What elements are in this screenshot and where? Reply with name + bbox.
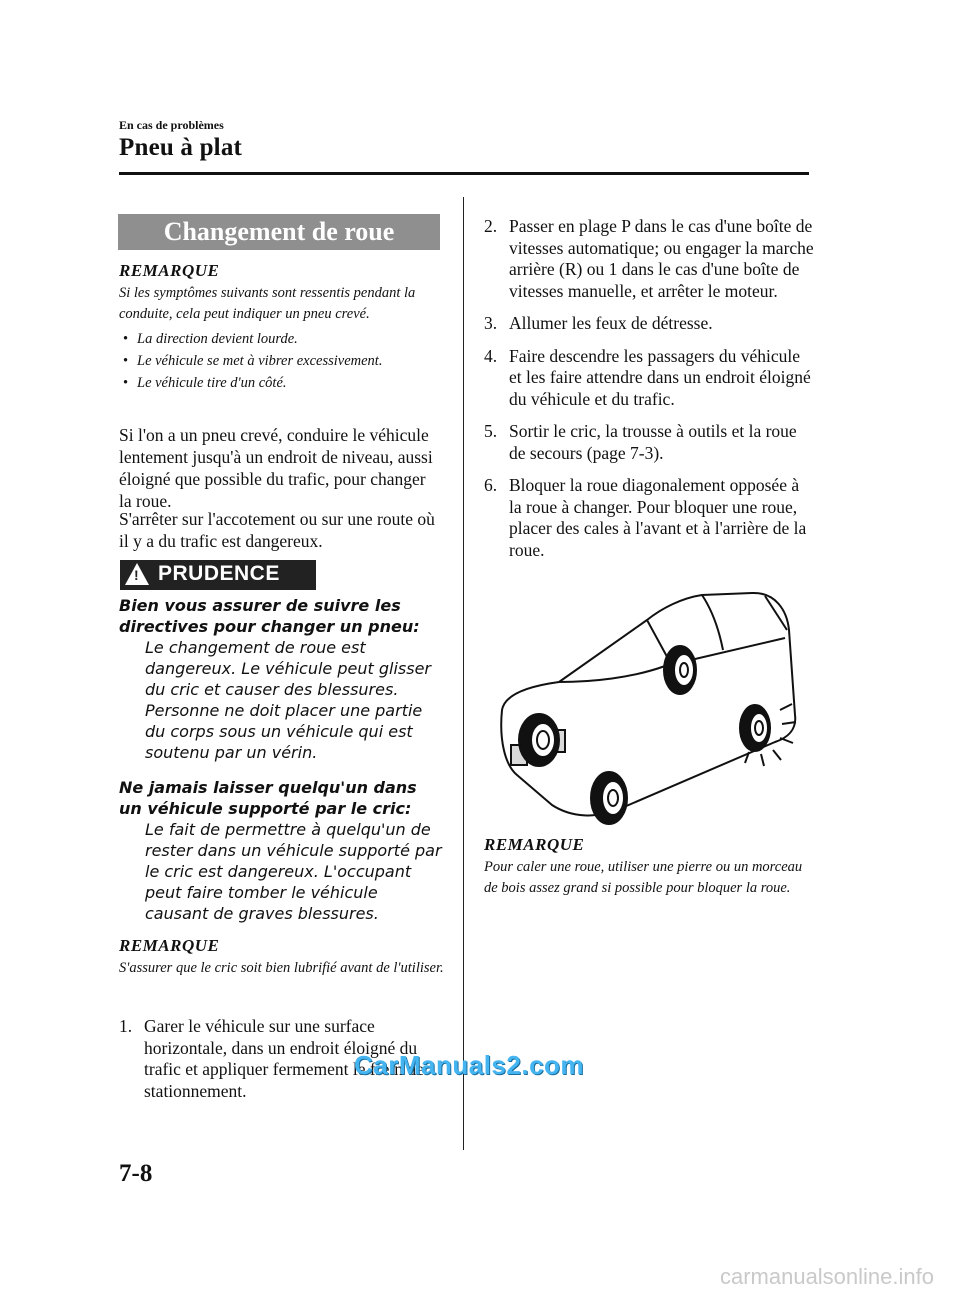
caution-heading: Bien vous assurer de suivre les directives pour changer un pneu: <box>119 596 420 636</box>
step-item: 2. Passer en plage P dans le cas d'une boîte de vitesses automatique; ou engager la marche arrière (R) ou 1 dans le cas d'une boîte de vitesses manuelle, et arrêter le moteur. <box>484 216 814 301</box>
note-block-1 <box>119 261 449 394</box>
step-item: 6. Bloquer la roue diagonalement opposée à la roue à changer. Pour bloquer une roue, placer des cales à l'avant et à l'arrière de la roue. <box>484 475 807 560</box>
section-banner: Changement de roue <box>118 214 440 250</box>
note-title: REMARQUE <box>119 936 220 955</box>
car-wheel-chock-illustration <box>497 590 799 830</box>
caution-label-text: PRUDENCE <box>158 562 280 585</box>
body-paragraph: Si l'on a un pneu crevé, conduire le véhicule lentement jusqu'à un endroit de niveau, aussi éloigné que possible du trafic, pour changer la roue. <box>119 425 433 511</box>
caution-body: Le fait de permettre à quelqu'un de rester dans un véhicule supporté par le cric est dangereux. L'occupant peut faire tomber le véhicule causant de graves blessures. <box>145 820 442 923</box>
note-title: REMARQUE <box>119 261 220 280</box>
symptom-item: • Le véhicule se met à vibrer excessivement. <box>123 350 449 372</box>
watermark-logo: CarManuals2.com <box>354 1050 585 1080</box>
header-rule <box>119 172 809 175</box>
step-item: 3. Allumer les feux de détresse. <box>484 313 713 333</box>
symptom-list <box>119 328 449 394</box>
body-paragraph: S'arrêter sur l'accotement ou sur une route où il y a du trafic est dangereux. <box>119 509 435 551</box>
note-intro: Si les symptômes suivants sont ressentis pendant la conduite, cela peut indiquer un pneu crevé. <box>119 285 416 322</box>
symptom-item: • Le véhicule tire d'un côté. <box>123 372 449 394</box>
section-label: En cas de problèmes <box>119 118 224 132</box>
symptom-item: • La direction devient lourde. <box>123 328 449 350</box>
footer-site-text: carmanualsonline.info <box>719 1264 934 1289</box>
caution-block <box>119 595 444 924</box>
step-list-right <box>484 216 814 572</box>
note-title: REMARQUE <box>484 835 585 854</box>
page-title: Pneu à plat <box>119 134 243 161</box>
caution-heading: Ne jamais laisser quelqu'un dans un véhicule supporté par le cric: <box>119 778 417 818</box>
caution-body: Le changement de roue est dangereux. Le véhicule peut glisser du cric et causer des blessures. Personne ne doit placer une partie du corps sous un véhicule qui est soutenu par un vérin. <box>145 638 431 762</box>
caution-label: ! PRUDENCE <box>120 560 316 590</box>
footer-site <box>0 1262 960 1295</box>
note-text: Pour caler une roue, utiliser une pierre ou un morceau de bois assez grand si possible pour bloquer la roue. <box>484 859 803 896</box>
step-item: 5. Sortir le cric, la trousse à outils et la roue de secours (page 7-3). <box>484 421 797 463</box>
page-number: 7-8 <box>119 1160 153 1187</box>
column-divider <box>463 197 464 1150</box>
note-block-3 <box>484 835 809 899</box>
step-item: 4. Faire descendre les passagers du véhicule et les faire attendre dans un endroit éloigné du véhicule et du trafic. <box>484 345 811 409</box>
note-text: S'assurer que le cric soit bien lubrifié avant de l'utiliser. <box>119 960 444 976</box>
step-item: 1. Garer le véhicule sur une surface horizontale, dans un endroit éloigné du trafic et appliquer fermement le frein de stationnement. <box>119 1016 424 1101</box>
note-block-2 <box>119 936 444 979</box>
